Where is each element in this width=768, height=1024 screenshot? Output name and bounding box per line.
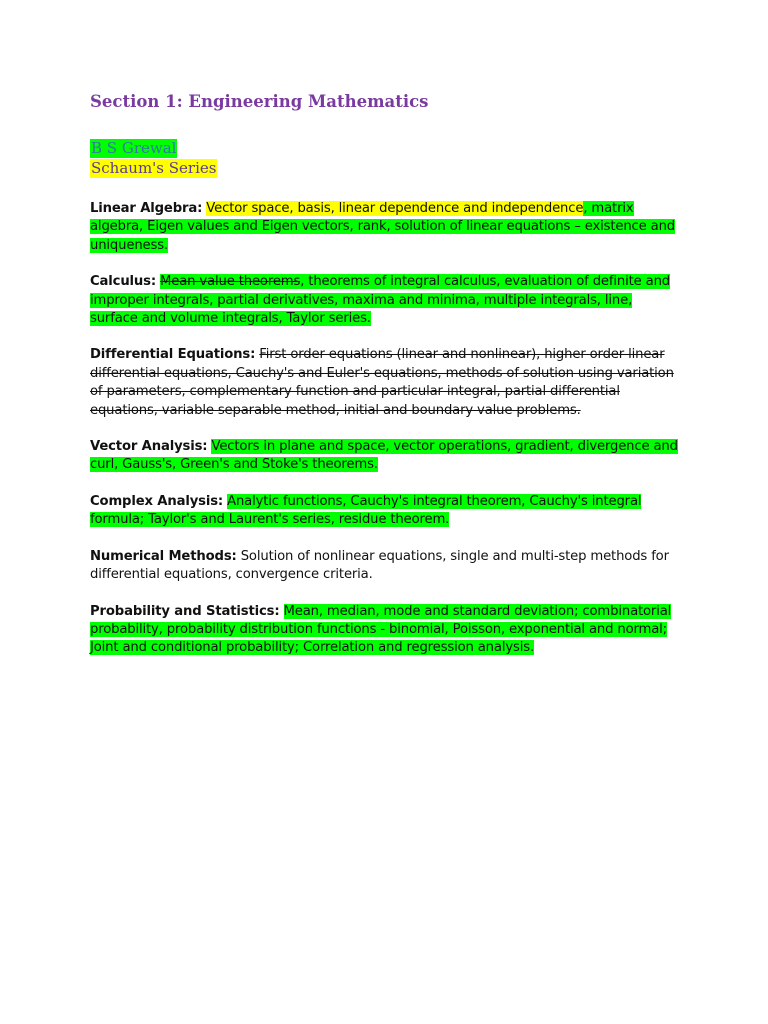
topic-label: Complex Analysis: (90, 493, 224, 509)
topic-label: Calculus: (90, 274, 156, 290)
topic-text-struck: Mean value theorems (160, 274, 301, 290)
topic-numerical-methods (90, 548, 680, 585)
topic-text-struck: First order equations (linear and nonlinear), higher order linear differential equations, Cauchy's and Euler's equations, methods of solution using variation of parameters, complementary function and particular integral, partial differential equations, variable separable method, initial and boundary value problems. (90, 347, 674, 418)
topic-calculus (90, 273, 680, 328)
topic-probability-statistics (90, 603, 680, 658)
topic-differential-equations (90, 346, 680, 420)
syllabus-topics (90, 200, 680, 676)
topic-text-highlighted-green: Vectors in plane and space, vector operations, gradient, divergence and curl, Gauss's, Green's and Stoke's theorems. (90, 439, 678, 473)
topic-label: Vector Analysis: (90, 439, 208, 455)
book-reference-grewal (90, 138, 177, 158)
topic-vector-analysis (90, 438, 680, 475)
topic-label: Differential Equations: (90, 347, 256, 363)
topic-label: Linear Algebra: (90, 201, 203, 216)
topic-linear-algebra (90, 200, 680, 255)
topic-text-highlighted-green: Mean, median, mode and standard deviation; combinatorial probability, probability distribution functions - binomial, Poisson, exponential and normal; Joint and conditional probability; Correlation and regression analysis. (90, 603, 672, 656)
topic-text: Solution of nonlinear equations, single and multi-step methods for differential equations, convergence criteria. (90, 548, 669, 583)
topic-label: Numerical Methods: (90, 548, 237, 564)
topic-complex-analysis (90, 493, 680, 530)
topic-text-highlighted-green: Analytic functions, Cauchy's integral theorem, Cauchy's integral formula; Taylor's and Laurent's series, residue theorem. (90, 493, 642, 528)
topic-text-highlighted-green: , theorems of integral calculus, evaluation of definite and improper integrals, partial derivatives, maxima and minima, multiple integrals, line, surface and volume integrals, Taylor series. (90, 274, 670, 327)
page-title: Section 1: Engineering Mathematics (90, 92, 429, 111)
topic-label: Probability and Statistics: (90, 603, 280, 619)
topic-text-highlighted-yellow: Vector space, basis, linear dependence and independence (206, 201, 584, 216)
book-reference-schaums (90, 158, 217, 178)
book-name: Schaum's Series (91, 159, 217, 177)
topic-text-highlighted-green: , matrix algebra, Eigen values and Eigen vectors, rank, solution of linear equations – existence and uniqueness. (90, 201, 676, 253)
book-name: B S Grewal (91, 139, 177, 157)
